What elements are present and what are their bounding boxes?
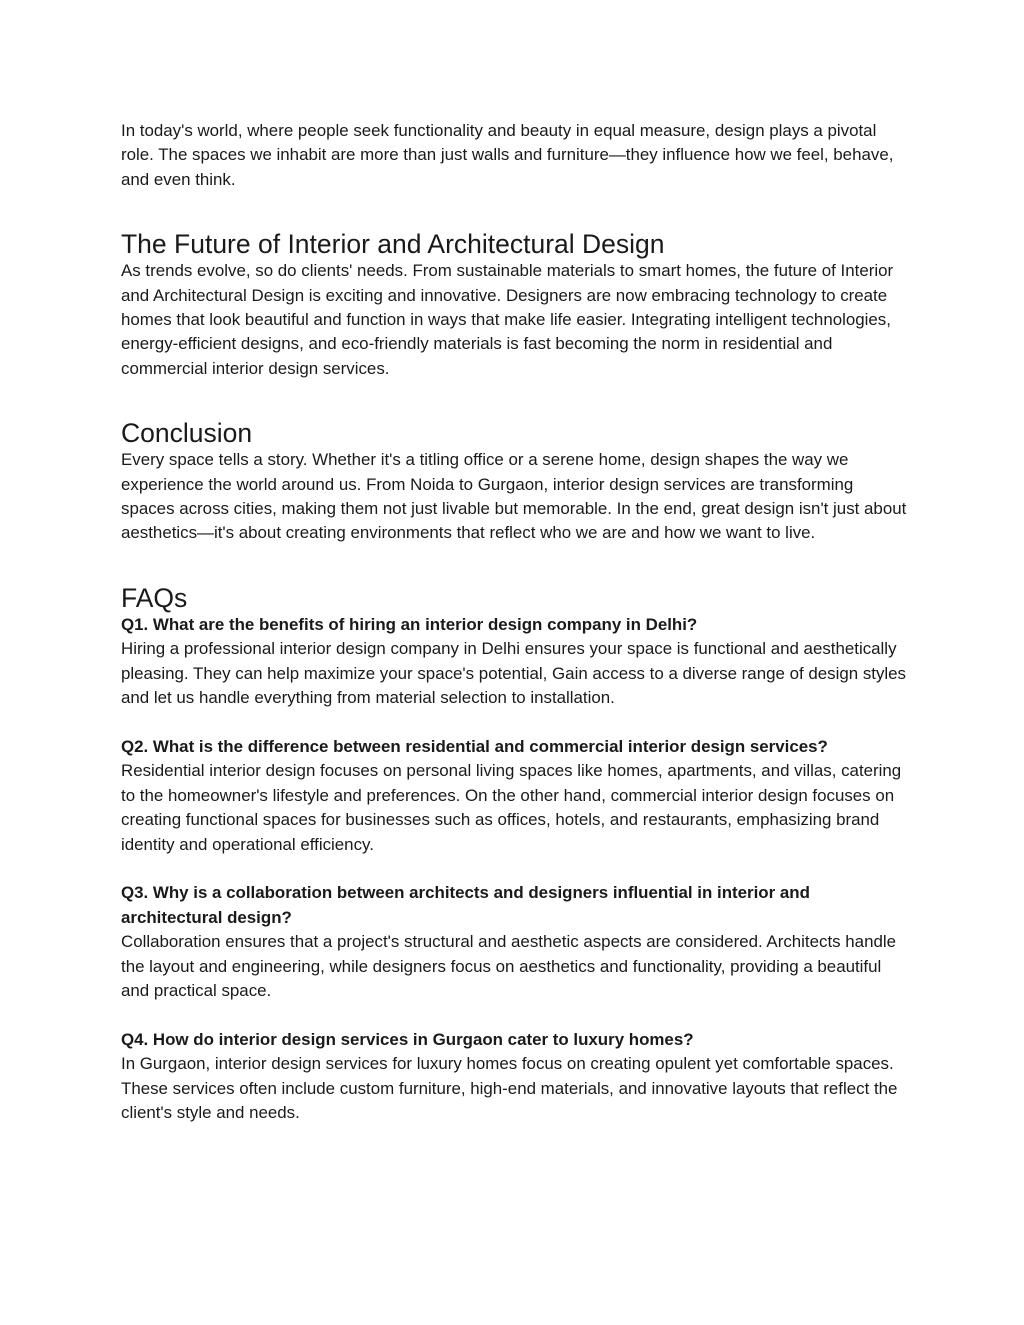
faq-question: Q3. Why is a collaboration between architects and designers influential in interior and architectural design?: [121, 883, 810, 927]
faq-answer: Collaboration ensures that a project's structural and aesthetic aspects are considered. Architects handle the layout and engineering, while designers focus on aesthetics and functionality, providing a beautiful and practical space.: [121, 932, 896, 1000]
section-body: As trends evolve, so do clients' needs. From sustainable materials to smart homes, the future of Interior and Architectural Design is exciting and innovative. Designers are now embracing technology to create homes that look beautiful and function in ways that make life easier. Integrating intelligent technologies, energy-efficient designs, and eco-friendly materials is fast becoming the norm in residential and commercial interior design services.: [121, 261, 894, 378]
faqs-section: [121, 583, 911, 1125]
faqs-heading: FAQs: [121, 582, 188, 613]
section-heading: Conclusion: [121, 418, 253, 449]
faq-item: [121, 1028, 911, 1126]
section-conclusion: [121, 418, 911, 546]
document-page: [121, 119, 911, 1150]
faq-item: [121, 735, 911, 857]
faq-question: Q1. What are the benefits of hiring an interior design company in Delhi?: [121, 614, 698, 634]
section-heading: The Future of Interior and Architectural Design: [121, 229, 665, 260]
section-future-design: [121, 229, 911, 381]
intro-paragraph: In today's world, where people seek functionality and beauty in equal measure, design plays a pivotal role. The spaces we inhabit are more than just walls and furniture—they influence how we feel, behave, and even think.: [121, 121, 894, 189]
faq-question: Q4. How do interior design services in Gurgaon cater to luxury homes?: [121, 1029, 694, 1049]
faq-answer: In Gurgaon, interior design services for luxury homes focus on creating opulent yet comfortable spaces. These services often include custom furniture, high-end materials, and innovative layouts that reflect the client's style and needs.: [121, 1054, 898, 1122]
faq-answer: Hiring a professional interior design company in Delhi ensures your space is functional and aesthetically pleasing. They can help maximize your space's potential, Gain access to a diverse range of design styles and let us handle everything from material selection to installation.: [121, 639, 906, 708]
faq-answer: Residential interior design focuses on personal living spaces like homes, apartments, and villas, catering to the homeowner's lifestyle and preferences. On the other hand, commercial interior design focuses on creating functional spaces for businesses such as offices, hotels, and restaurants, emphasizing brand identity and operational efficiency.: [121, 761, 902, 854]
faq-item: [121, 881, 911, 1003]
faq-question: Q2. What is the difference between residential and commercial interior design services?: [121, 736, 828, 756]
section-body: Every space tells a story. Whether it's a titling office or a serene home, design shapes the way we experience the world around us. From Noida to Gurgaon, interior design services are transforming spaces across cities, making them not just livable but memorable. In the end, great design isn't just about aesthetics—it's about creating environments that reflect who we are and how we want to live.: [121, 450, 907, 543]
faq-item: [121, 613, 911, 711]
